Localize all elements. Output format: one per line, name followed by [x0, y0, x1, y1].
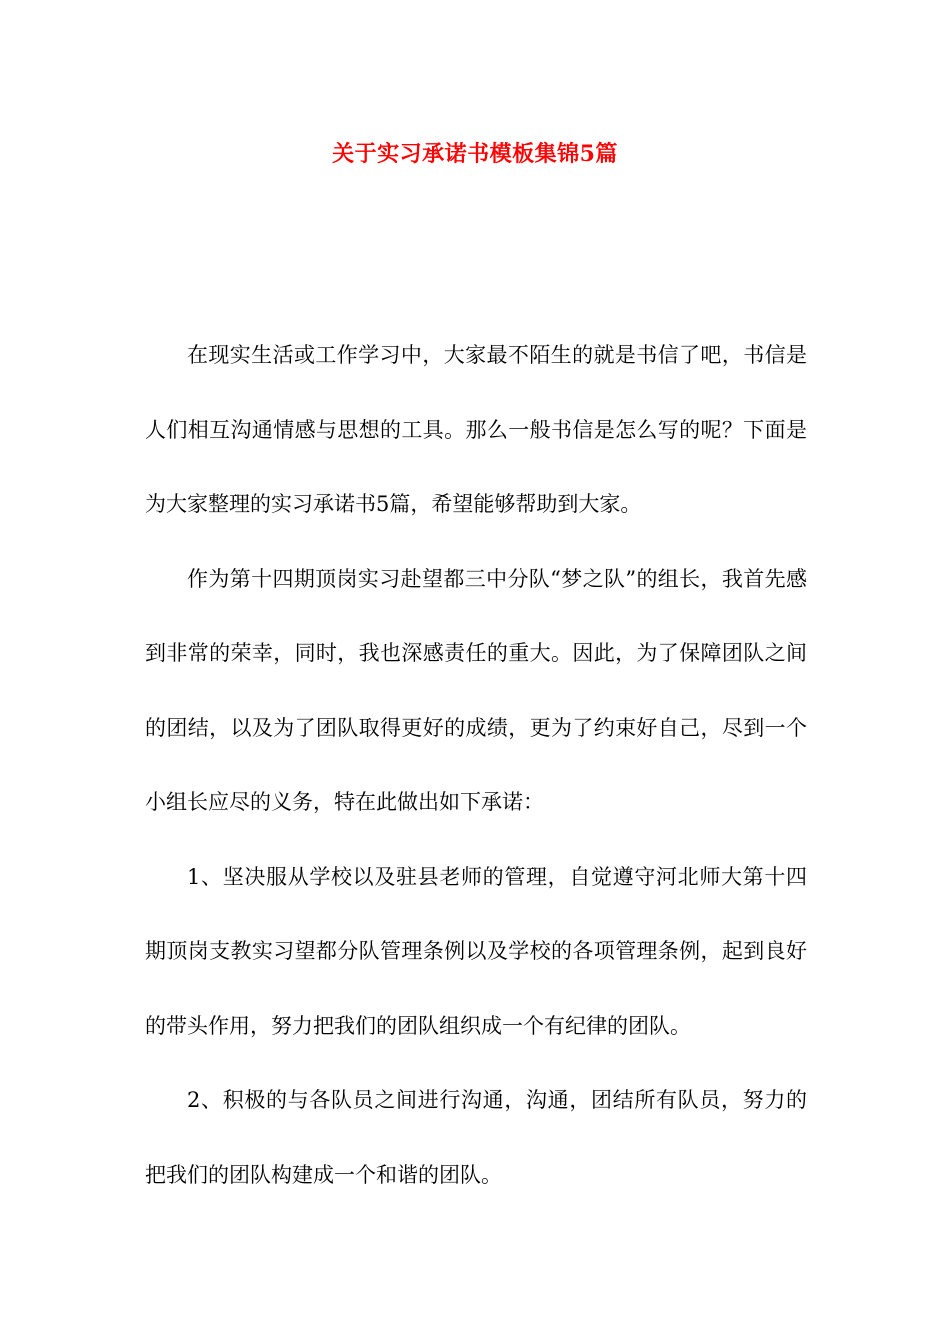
document-body [145, 318, 807, 1212]
paragraph-commitment-2: 2、积极的与各队员之间进行沟通，沟通，团结所有队员，努力的把我们的团队构建成一个和谐的团队。 [145, 1088, 807, 1187]
document-title: 关于实习承诺书模板集锦5篇 [332, 141, 618, 167]
paragraph-commitment-opening: 作为第十四期顶岗实习赴望都三中分队“梦之队”的组长，我首先感到非常的荣幸，同时，我也深感责任的重大。因此，为了保障团队之间的团结，以及为了团队取得更好的成绩，更为了约束好自己，尽到一个小组长应尽的义务，特在此做出如下承诺： [145, 566, 807, 814]
paragraph-intro: 在现实生活或工作学习中，大家最不陌生的就是书信了吧，书信是人们相互沟通情感与思想的工具。那么一般书信是怎么写的呢？下面是为大家整理的实习承诺书5篇，希望能够帮助到大家。 [145, 343, 807, 516]
paragraph-commitment-1: 1、坚决服从学校以及驻县老师的管理，自觉遵守河北师大第十四期顶岗支教实习望都分队管理条例以及学校的各项管理条例，起到良好的带头作用，努力把我们的团队组织成一个有纪律的团队。 [145, 864, 807, 1038]
